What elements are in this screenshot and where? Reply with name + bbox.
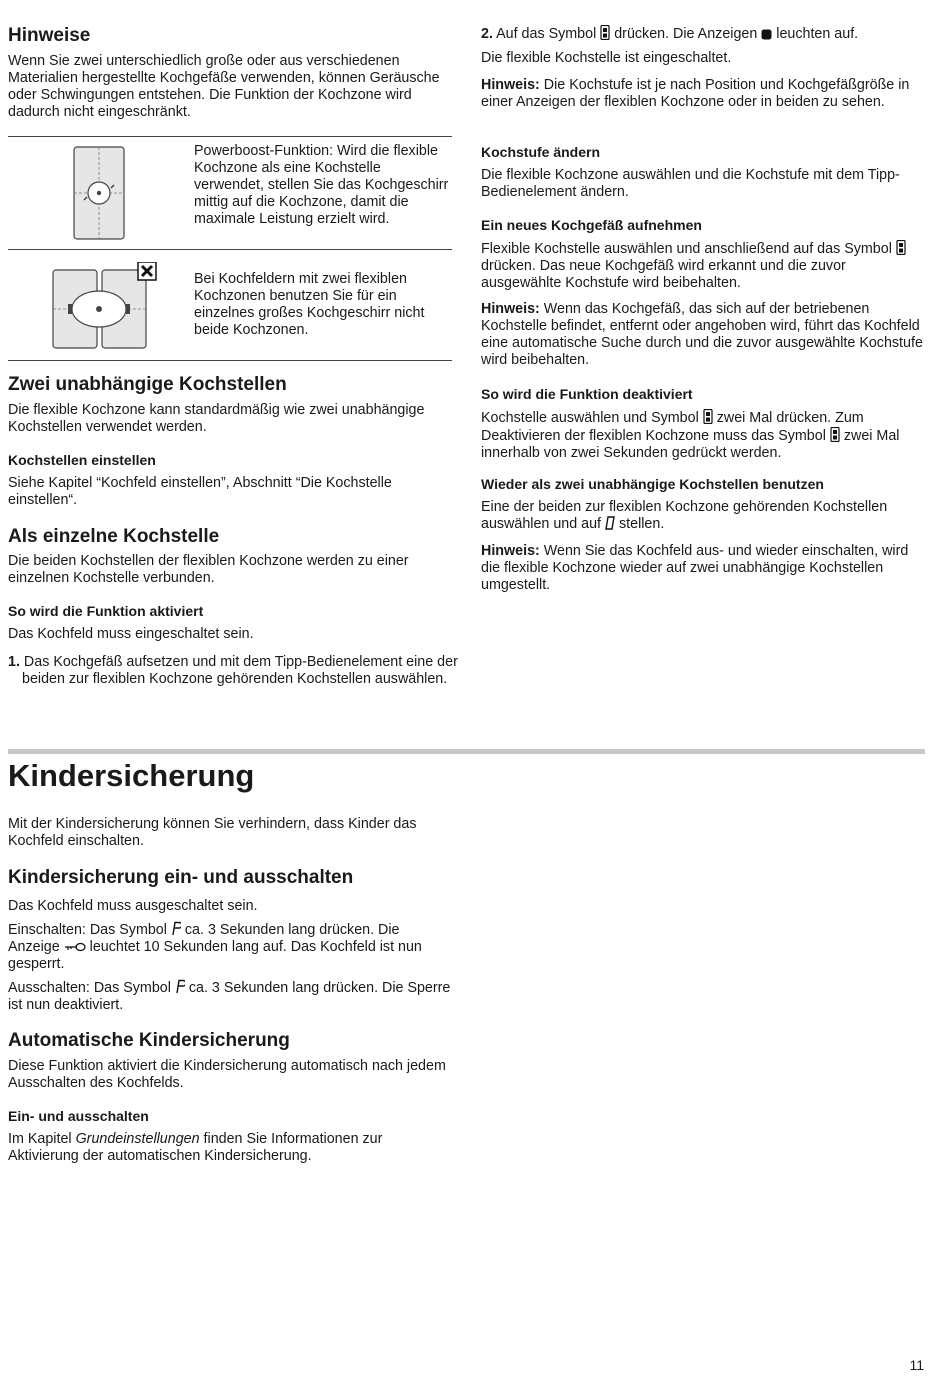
- einstellen-text: Siehe Kapitel “Kochfeld einstellen”, Abschnitt “Die Kochstelle einstellen“.: [8, 475, 392, 508]
- step2-text-b: drücken. Die Anzeigen: [614, 26, 758, 42]
- flex-zone-symbol-icon: [600, 25, 610, 40]
- kapitel-text-b: finden Sie Informationen zur Aktivierung der automatischen Kindersicherung.: [8, 1131, 383, 1164]
- ein-text-a: Einschalten: Das Symbol: [8, 922, 167, 938]
- aus-text-a: Ausschalten: Das Symbol: [8, 980, 171, 996]
- step2-text-c: leuchten auf.: [776, 26, 859, 42]
- einaus-heading: Kindersicherung ein- und ausschalten: [8, 867, 354, 888]
- auto-heading: Automatische Kindersicherung: [8, 1030, 290, 1051]
- wieder-heading: Wieder als zwei unabhängige Kochstellen benutzen: [481, 476, 824, 492]
- kapitel-text: [8, 1131, 452, 1165]
- hinweis-2: [481, 301, 925, 369]
- hinweis-label: Hinweis:: [481, 77, 540, 93]
- hinweise-text: Wenn Sie zwei unterschiedlich große oder aus verschiedenen Materialien hergestellte Kochgefäße verwenden, können Geräusche oder Schwingungen entstehen. Die Funktion der Kochzone wird dadurch nicht eingeschränkt.: [8, 53, 440, 120]
- hinweis-text: Wenn das Kochgefäß, das sich auf der betriebenen Kochstelle befindet, entfernt oder angehoben wird, führt das Kochfeld eine automatische Suche durch und die zuvor ausgewählte Kochstufe wird beibehalten.: [481, 301, 923, 368]
- kinder-intro: Mit der Kindersicherung können Sie verhindern, dass Kinder das Kochfeld einschalten.: [8, 816, 417, 849]
- figure-powerboost: [8, 137, 452, 249]
- kapitel-emphasis: Grundeinstellungen: [75, 1131, 200, 1147]
- auto-text: Diese Funktion aktiviert die Kindersicherung automatisch nach jedem Ausschalten des Kochfelds.: [8, 1058, 446, 1091]
- step-1: [8, 654, 466, 688]
- hinweis-text: Die Kochstufe ist je nach Position und Kochgefäßgröße in einer Anzeigen der flexiblen Kochzone oder in beiden zu sehen.: [481, 77, 910, 110]
- neues-text-b: drücken. Das neue Kochgefäß wird erkannt und die zuvor ausgewählte Kochstufe wird beibehalten.: [481, 258, 846, 291]
- key-p-icon: [171, 921, 181, 936]
- step-number: 2.: [481, 26, 493, 42]
- lock-key-icon: [64, 941, 86, 953]
- two-zones-text: Bei Kochfeldern mit zwei flexiblen Kochzonen benutzen Sie für ein einzelnes großes Kochgeschirr nicht beide Kochzonen.: [194, 271, 425, 338]
- aktiviert-heading: So wird die Funktion aktiviert: [8, 603, 204, 619]
- deakt-text: [481, 409, 925, 462]
- einzeln-heading: Als einzelne Kochstelle: [8, 526, 220, 547]
- kapitel-text-a: Im Kapitel: [8, 1131, 72, 1147]
- step-2: [481, 25, 925, 43]
- aktiviert-text: Das Kochfeld muss eingeschaltet sein.: [8, 626, 254, 642]
- hinweis-label: Hinweis:: [481, 301, 540, 317]
- aus-text-b: ca. 3 Sekunden lang drücken. Die Sperre ist nun deaktiviert.: [8, 980, 451, 1013]
- wieder-text: [481, 499, 925, 533]
- hinweise-heading: Hinweise: [8, 25, 91, 46]
- ein-text-b: ca. 3 Sekunden lang drücken. Die Anzeige: [8, 922, 400, 955]
- zwei-text: Die flexible Kochzone kann standardmäßig wie zwei unabhängige Kochstellen verwendet werden.: [8, 402, 425, 435]
- einzeln-text: Die beiden Kochstellen der flexiblen Kochzone werden zu einer einzelnen Kochstelle verbunden.: [8, 553, 409, 586]
- flex-zone-symbol-icon: [896, 240, 906, 255]
- einaus-text: Das Kochfeld muss ausgeschaltet sein.: [8, 898, 258, 914]
- wieder-text-a: Eine der beiden zur flexiblen Kochzone gehörenden Kochstellen auswählen und auf: [481, 499, 888, 532]
- hinweis-1: [481, 77, 925, 111]
- deakt-text-b: zwei Mal drücken. Zum Deaktivieren der flexiblen Kochzone muss das Symbol: [481, 410, 864, 444]
- figure-two-zones: [8, 250, 452, 360]
- divider: [8, 360, 452, 361]
- deakt-heading: So wird die Funktion deaktiviert: [481, 386, 693, 402]
- powerboost-diagram-icon: [72, 145, 142, 245]
- neues-text: [481, 240, 925, 292]
- step-text: Das Kochgefäß aufsetzen und mit dem Tipp-Bedienelement eine der beiden zur flexiblen Kochzone gehörenden Kochstellen auswählen.: [22, 654, 458, 687]
- page-number: 11: [909, 1357, 924, 1373]
- hinweis-3: [481, 543, 925, 594]
- flex-zone-symbol-icon: [830, 427, 840, 442]
- einaus2-heading: Ein- und ausschalten: [8, 1108, 149, 1124]
- two-zones-diagram-icon: [52, 262, 162, 354]
- step-number: 1.: [8, 654, 20, 670]
- flex-zone-symbol-icon: [703, 409, 713, 424]
- key-p-icon: [175, 979, 185, 994]
- indicator-dot-icon: [761, 29, 772, 40]
- hinweis-text: Wenn Sie das Kochfeld aus- und wieder einschalten, wird die flexible Kochzone wieder auf zwei unabhängige Kochstellen umgestellt.: [481, 543, 909, 593]
- deakt-text-a: Kochstelle auswählen und Symbol: [481, 410, 699, 426]
- neues-heading: Ein neues Kochgefäß aufnehmen: [481, 217, 702, 233]
- einstellen-heading: Kochstellen einstellen: [8, 452, 156, 468]
- ausschalten-text: [8, 979, 452, 1014]
- einschalten-text: [8, 921, 452, 973]
- neues-text-a: Flexible Kochstelle auswählen und anschließend auf das Symbol: [481, 241, 892, 257]
- zero-digit-icon: [605, 516, 615, 530]
- powerboost-text: Powerboost-Funktion: Wird die flexible Kochzone als eine Kochstelle verwendet, stellen Sie das Kochgeschirr mittig auf die Kochzone, damit die maximale Leistung erzielt wird.: [194, 143, 449, 227]
- zwei-heading: Zwei unabhängige Kochstellen: [8, 374, 287, 395]
- kindersicherung-title: Kindersicherung: [8, 758, 255, 793]
- aendern-text: Die flexible Kochzone auswählen und die Kochstufe mit dem Tipp-Bedienelement ändern.: [481, 167, 900, 200]
- wieder-text-b: stellen.: [619, 516, 665, 532]
- hinweis-label: Hinweis:: [481, 543, 540, 559]
- ein-text-c: leuchtet 10 Sekunden lang auf. Das Kochfeld ist nun gesperrt.: [8, 939, 422, 972]
- section-rule: [8, 749, 925, 754]
- deakt-text-c: zwei Mal innerhalb von zwei Sekunden gedrückt werden.: [481, 428, 900, 461]
- step2-line2: Die flexible Kochstelle ist eingeschaltet.: [481, 50, 732, 66]
- aendern-heading: Kochstufe ändern: [481, 144, 601, 160]
- step2-text-a: Auf das Symbol: [496, 26, 597, 42]
